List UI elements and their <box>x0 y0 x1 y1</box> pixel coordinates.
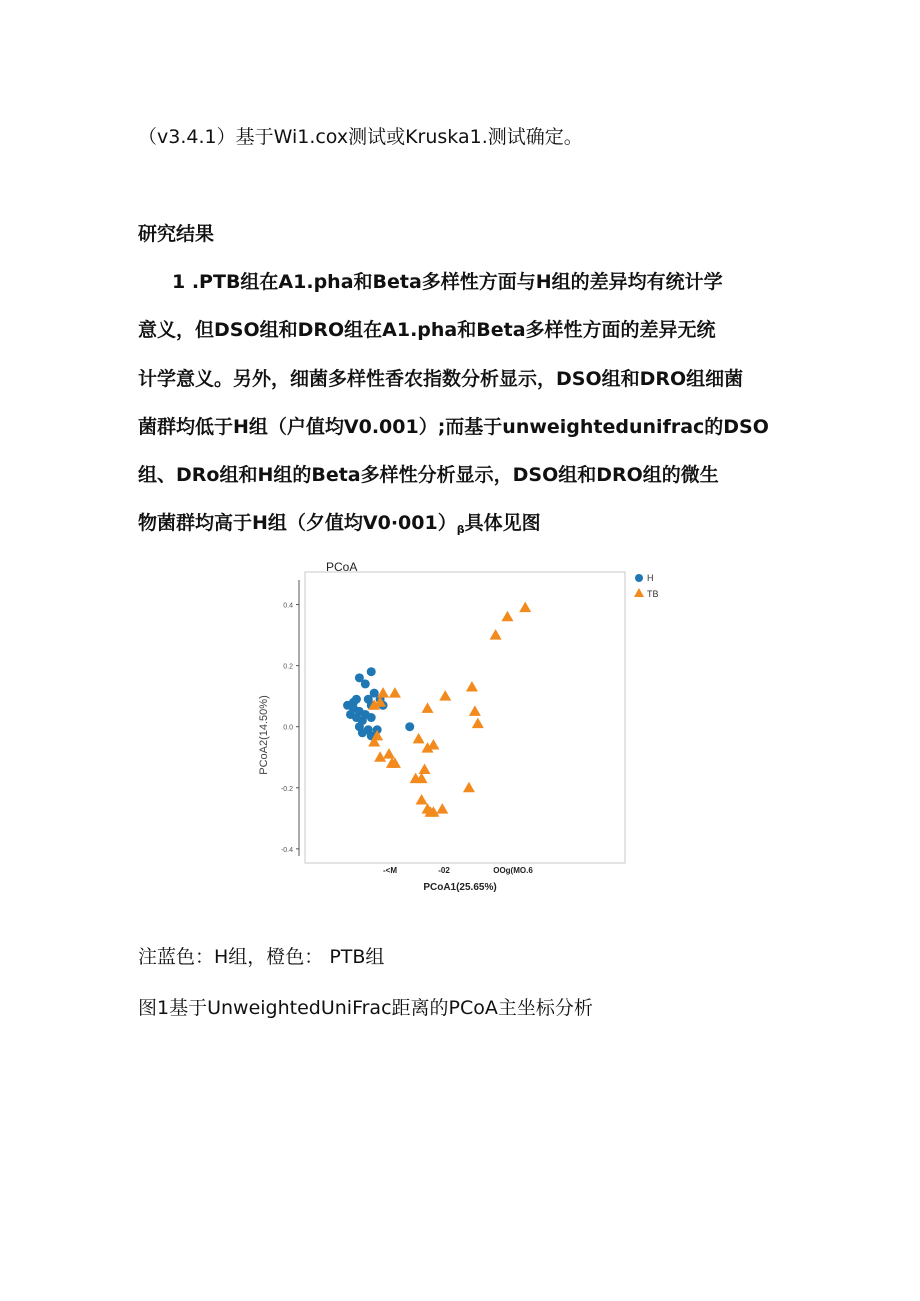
results-line: 组、DRo组和H组的Beta多样性分析显示，DSO组和DRO组的微生 <box>138 464 719 486</box>
figure-caption: 图1基于UnweightedUniFrac距离的PCoA主坐标分析 <box>138 997 593 1019</box>
y-tick-label: -0.4 <box>280 846 293 854</box>
beta-subscript: β <box>456 523 465 536</box>
legend-marker-h <box>635 574 643 582</box>
pcoa-figure <box>252 560 682 900</box>
y-ticks <box>281 603 299 854</box>
paragraph-top: （v3.4.1）基于Wi1.cox测试或Kruska1.测试确定。 <box>138 126 583 148</box>
point-h <box>405 722 414 731</box>
y-tick-label: 0.4 <box>283 602 293 610</box>
results-line-last-main: 物菌群均高于H组（夕值均V0·001） <box>138 512 457 534</box>
chart-title: PCoA <box>326 560 358 574</box>
results-line: 菌群均低于H组（户值均V0.001）;而基于unweightedunifrac的DSO <box>138 416 769 438</box>
y-axis-label: PCoA2(14.50%) <box>258 695 270 775</box>
y-tick-label: -0.2 <box>280 785 293 793</box>
point-h <box>358 728 367 737</box>
legend <box>634 573 659 599</box>
legend-label-h: H <box>647 573 654 583</box>
point-h <box>367 713 376 722</box>
section-heading: 研究结果 <box>138 223 215 245</box>
results-line-last <box>138 508 541 535</box>
point-h <box>361 679 370 688</box>
results-line: 1 .PTB组在A1.pha和Beta多样性方面与H组的差异均有统计学 <box>172 271 723 293</box>
point-h <box>367 667 376 676</box>
results-line: 意义，但DSO组和DRO组在A1.pha和Beta多样性方面的差异无统 <box>138 319 716 341</box>
results-line: 计学意义。另外，细菌多样性香农指数分析显示，DSO组和DRO组细菌 <box>138 368 744 390</box>
legend-marker-tb <box>634 588 644 597</box>
y-tick-label: 0.2 <box>283 663 293 671</box>
y-tick-label: 0.0 <box>283 724 293 732</box>
legend-label-tb: TB <box>647 589 659 599</box>
results-line-last-tail: 具体见图 <box>464 512 541 534</box>
x-tick-label: -02 <box>438 866 450 875</box>
x-axis-label: PCoA1(25.65%) <box>423 882 497 893</box>
x-tick-label: OOg(MO.6 <box>493 866 533 875</box>
figure-note: 注蓝色：H组，橙色： PTB组 <box>138 946 385 968</box>
x-tick-label: -<M <box>383 866 397 875</box>
